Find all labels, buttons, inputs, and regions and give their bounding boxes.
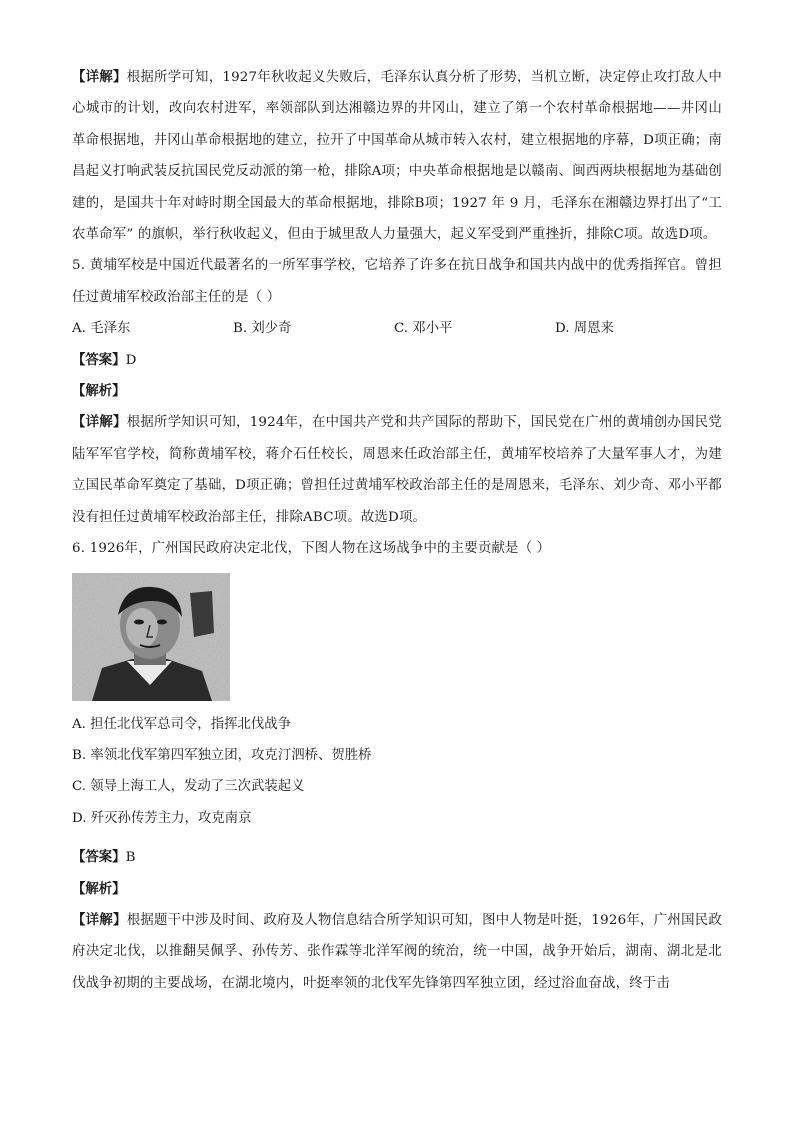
- q5-options: [72, 313, 722, 344]
- document-page: [72, 62, 722, 999]
- q6-stem: 6. 1926年，广州国民政府决定北伐，下图人物在这场战争中的主要贡献是（ ）: [72, 541, 551, 557]
- explain-tag: 【详解】: [72, 414, 127, 431]
- q6-answer: [72, 842, 722, 873]
- explain-tag: 【详解】: [72, 911, 127, 928]
- q5-option-b: B. 刘少奇: [233, 321, 292, 337]
- q6-option-b: B. 率领北伐军第四军独立团，攻克汀泗桥、贺胜桥: [72, 747, 372, 763]
- explain-text: 根据题干中涉及时间、政府及人物信息结合所学知识可知，图中人物是叶挺，1926年，广州国民政府决定北伐，以推翻吴佩孚、孙传芳、张作霖等北洋军阀的统治，统一中国，战争开始后，湖南、湖北是北伐战争初期的主要战场，在湖北境内，叶挺率领的北伐军先锋第四军独立团，经过浴血奋战，终于击: [72, 912, 722, 991]
- q5-stem: 5. 黄埔军校是中国近代最著名的一所军事学校，它培养了许多在抗日战争和国共内战中的优秀指挥官。曾担任过黄埔军校政治部主任的是（ ）: [72, 258, 722, 305]
- answer-tag: 【答案】: [72, 351, 126, 368]
- explain-text: 根据所学知识可知，1924年，在中国共产党和共产国际的帮助下，国民党在广州的黄埔创办国民党陆军军官学校，简称黄埔军校，蒋介石任校长，周恩来任政治部主任，黄埔军校培养了大量军事人才，为建立国民革命军奠定了基础，D项正确；曾担任过黄埔军校政治部主任的是周恩来，毛泽东、刘少奇、邓小平都没有担任过黄埔军校政治部主任，排除ABC项。故选D项。: [72, 415, 722, 525]
- q6-option-d: D. 歼灭孙传芳主力，攻克南京: [72, 810, 252, 826]
- portrait-image: [72, 573, 230, 701]
- q6-option-c: C. 领导上海工人，发动了三次武装起义: [72, 779, 305, 795]
- answer-value: B: [125, 850, 136, 866]
- q4-explanation: [72, 62, 722, 250]
- q5-analysis-tag: 【解析】: [72, 383, 126, 400]
- q6-option-a: A. 担任北伐军总司令，指挥北伐战争: [72, 716, 292, 732]
- q5-answer: [72, 345, 722, 376]
- explain-tag: 【详解】: [72, 69, 127, 85]
- answer-tag: 【答案】: [72, 849, 126, 866]
- q6-explanation: [72, 905, 722, 999]
- answer-value: D: [125, 352, 137, 368]
- q5-option-c: C. 邓小平: [394, 321, 453, 337]
- q5-option-d: D. 周恩来: [555, 321, 614, 337]
- q5-explanation: [72, 407, 722, 533]
- explain-text: 根据所学可知，1927年秋收起义失败后，毛泽东认真分析了形势，当机立断，决定停止攻打敌人中心城市的计划，改向农村进军，率领部队到达湘赣边界的井冈山，建立了第一个农村革命根据地——井冈山革命根据地，井冈山革命根据地的建立，拉开了中国革命从城市转入农村，建立根据地的序幕，D项正确；南昌起义打响武装反抗国民党反动派的第一枪，排除A项；中央革命根据地是以赣南、闽西两块根据地为基础创建的，是国共十年对峙时期全国最大的革命根据地，排除B项；1927 年 9 月，毛泽东在湘赣边界打出了“工农革命军” 的旗帜，举行秋收起义，但由于城里敌人力量强大，起义军受到严重挫折，排除C项。故选D项。: [72, 70, 722, 243]
- portrait-photo: [72, 573, 230, 701]
- q5-option-a: A. 毛泽东: [72, 321, 131, 337]
- q6-analysis-tag: 【解析】: [72, 880, 126, 897]
